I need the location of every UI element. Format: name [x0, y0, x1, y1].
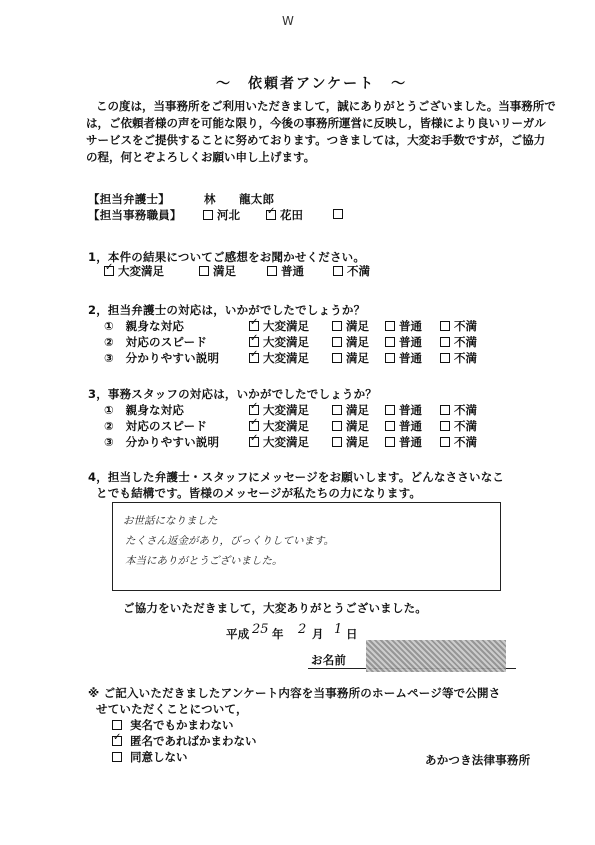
q2-question: 2，担当弁護士の対応は，いかがでしたでしょうか？	[88, 303, 366, 317]
checkbox[interactable]	[332, 405, 342, 415]
page-mark: W	[282, 14, 294, 28]
checkbox[interactable]	[199, 266, 209, 276]
checkbox[interactable]	[249, 337, 259, 347]
q2-rating-option[interactable]	[249, 318, 309, 334]
checkbox[interactable]	[440, 337, 450, 347]
checkbox[interactable]	[440, 353, 450, 363]
q2-row-label: ③ 分かりやすい説明	[104, 351, 220, 365]
clerk-option-1[interactable]	[203, 207, 240, 223]
q2-rating-option[interactable]	[249, 350, 309, 366]
checkbox[interactable]	[333, 209, 343, 219]
lawyer-name: 林 龍太郎	[204, 192, 275, 206]
option-label: 普通	[399, 335, 422, 349]
option-label: 満足	[346, 335, 369, 349]
checkbox[interactable]	[266, 210, 276, 220]
option-label: 不満	[454, 335, 477, 349]
q2-row-label: ② 対応のスピード	[104, 335, 208, 349]
survey-title: ～ 依頼者アンケート ～	[216, 76, 408, 92]
checkbox[interactable]	[112, 752, 122, 762]
q2-rating-option[interactable]	[332, 334, 369, 350]
option-label: 普通	[399, 351, 422, 365]
q2-row-label: ① 親身な対応	[104, 319, 185, 333]
q1-option-4[interactable]	[333, 263, 370, 279]
q2-rating-option[interactable]	[385, 334, 422, 350]
message-line: たくさん返金があり，びっくりしています。	[125, 535, 335, 547]
checkbox[interactable]	[332, 421, 342, 431]
q2-rating-option[interactable]	[332, 350, 369, 366]
checkbox[interactable]	[440, 405, 450, 415]
publish-line-2: せていただくことについて，	[96, 702, 248, 716]
q3-rating-option[interactable]	[332, 434, 369, 450]
q3-row-label: ② 対応のスピード	[104, 419, 208, 433]
clerk-option-3[interactable]	[333, 207, 347, 221]
checkbox[interactable]	[104, 266, 114, 276]
thanks-text: ご協力をいただきまして，大変ありがとうございました。	[123, 601, 427, 615]
clerk-label: 【担当事務職員】	[88, 208, 182, 222]
q3-rating-option[interactable]	[332, 418, 369, 434]
option-label: 普通	[399, 435, 422, 449]
q1-option-2[interactable]	[199, 263, 236, 279]
option-label: 満足	[346, 435, 369, 449]
checkbox[interactable]	[203, 210, 213, 220]
q3-rating-option[interactable]	[440, 434, 477, 450]
option-label: 不満	[454, 403, 477, 417]
option-label: 同意しない	[130, 750, 188, 764]
q1-option-1[interactable]	[104, 263, 164, 279]
checkbox[interactable]	[385, 321, 395, 331]
date-month-unit: 月	[312, 627, 324, 641]
q1-question: 1，本件の結果についてご感想をお聞かせください。	[88, 250, 366, 264]
checkbox[interactable]	[385, 337, 395, 347]
q3-rating-option[interactable]	[249, 434, 309, 450]
checkbox[interactable]	[249, 353, 259, 363]
q3-rating-option[interactable]	[249, 402, 309, 418]
q3-rating-option[interactable]	[385, 434, 422, 450]
q3-rating-option[interactable]	[385, 418, 422, 434]
checkbox[interactable]	[112, 720, 122, 730]
date-year[interactable]: 25	[252, 622, 269, 637]
publish-option-1[interactable]	[112, 717, 234, 733]
option-label: 不満	[454, 435, 477, 449]
checkbox[interactable]	[385, 405, 395, 415]
option-label: 大変満足	[118, 264, 164, 278]
message-line: お世話になりました	[123, 515, 218, 527]
publish-option-3[interactable]	[112, 749, 188, 765]
q2-rating-option[interactable]	[332, 318, 369, 334]
option-label: 満足	[346, 419, 369, 433]
option-label: 大変満足	[263, 335, 309, 349]
option-label: 普通	[399, 403, 422, 417]
option-label: 満足	[213, 264, 236, 278]
message-box[interactable]	[112, 502, 501, 591]
date-day-unit: 日	[346, 627, 358, 641]
option-label: 大変満足	[263, 351, 309, 365]
option-label: 大変満足	[263, 435, 309, 449]
q4-line-2: とでも結構です。皆様のメッセージが私たちの力になります。	[96, 486, 422, 500]
firm-name: あかつき法律事務所	[425, 753, 531, 767]
option-label: 不満	[454, 419, 477, 433]
q3-rating-option[interactable]	[385, 402, 422, 418]
option-label: 不満	[454, 319, 477, 333]
clerk-option-2[interactable]	[266, 207, 303, 223]
checkbox[interactable]	[332, 437, 342, 447]
option-label: 普通	[399, 419, 422, 433]
checkbox[interactable]	[249, 437, 259, 447]
date-year-unit: 年	[272, 627, 284, 641]
checkbox[interactable]	[112, 736, 122, 746]
q2-rating-option[interactable]	[440, 334, 477, 350]
option-label: 満足	[346, 351, 369, 365]
q3-rating-option[interactable]	[440, 402, 477, 418]
option-label: 普通	[281, 264, 304, 278]
option-label: 満足	[346, 403, 369, 417]
name-label: お名前	[311, 653, 347, 667]
option-label: 大変満足	[263, 419, 309, 433]
clerk-name: 河北	[217, 208, 240, 222]
q3-row-label: ① 親身な対応	[104, 403, 185, 417]
message-line: 本当にありがとうございました。	[125, 555, 283, 567]
redacted-name	[366, 640, 506, 672]
checkbox[interactable]	[385, 421, 395, 431]
q1-option-3[interactable]	[267, 263, 304, 279]
option-label: 不満	[347, 264, 370, 278]
checkbox[interactable]	[385, 437, 395, 447]
lawyer-label: 【担当弁護士】	[88, 192, 170, 206]
date-month[interactable]: 2	[298, 622, 307, 637]
checkbox[interactable]	[267, 266, 277, 276]
q4-line-1: 4，担当した弁護士・スタッフにメッセージをお願いします。どんなささいなこ	[88, 470, 505, 484]
checkbox[interactable]	[332, 353, 342, 363]
q2-rating-option[interactable]	[440, 318, 477, 334]
checkbox[interactable]	[440, 321, 450, 331]
date-era: 平成	[226, 627, 250, 641]
option-label: 実名でもかまわない	[130, 718, 234, 732]
clerk-name: 花田	[280, 208, 303, 222]
option-label: 満足	[346, 319, 369, 333]
option-label: 匿名であればかまわない	[130, 734, 257, 748]
option-label: 不満	[454, 351, 477, 365]
q3-rating-option[interactable]	[249, 418, 309, 434]
checkbox[interactable]	[385, 353, 395, 363]
q2-rating-option[interactable]	[249, 334, 309, 350]
checkbox[interactable]	[332, 337, 342, 347]
checkbox[interactable]	[249, 421, 259, 431]
option-label: 普通	[399, 319, 422, 333]
checkbox[interactable]	[332, 321, 342, 331]
q2-rating-option[interactable]	[385, 350, 422, 366]
q3-question: 3，事務スタッフの対応は，いかがでしたでしょうか？	[88, 387, 377, 401]
date-day[interactable]: 1	[334, 622, 343, 637]
checkbox[interactable]	[440, 421, 450, 431]
q3-rating-option[interactable]	[332, 402, 369, 418]
q3-row-label: ③ 分かりやすい説明	[104, 435, 220, 449]
q2-rating-option[interactable]	[385, 318, 422, 334]
checkbox[interactable]	[249, 321, 259, 331]
publish-line-1: ※ ご記入いただきましたアンケート内容を当事務所のホームページ等で公開さ	[88, 686, 501, 700]
checkbox[interactable]	[440, 437, 450, 447]
intro-paragraph: この度は，当事務所をご利用いただきまして，誠にありがとうございました。当事務所では，ご依頼者様の声を可能な限り，今後の事務所運営に反映し，皆様により良いリーガルサービスをご提供することに努めております。つきましては，大変お手数ですが，ご協力の程，何とぞよろしくお願い申し上げます。	[86, 99, 556, 164]
q2-rating-option[interactable]	[440, 350, 477, 366]
publish-option-2[interactable]	[112, 733, 257, 749]
option-label: 大変満足	[263, 319, 309, 333]
checkbox[interactable]	[249, 405, 259, 415]
q3-rating-option[interactable]	[440, 418, 477, 434]
checkbox[interactable]	[333, 266, 343, 276]
option-label: 大変満足	[263, 403, 309, 417]
